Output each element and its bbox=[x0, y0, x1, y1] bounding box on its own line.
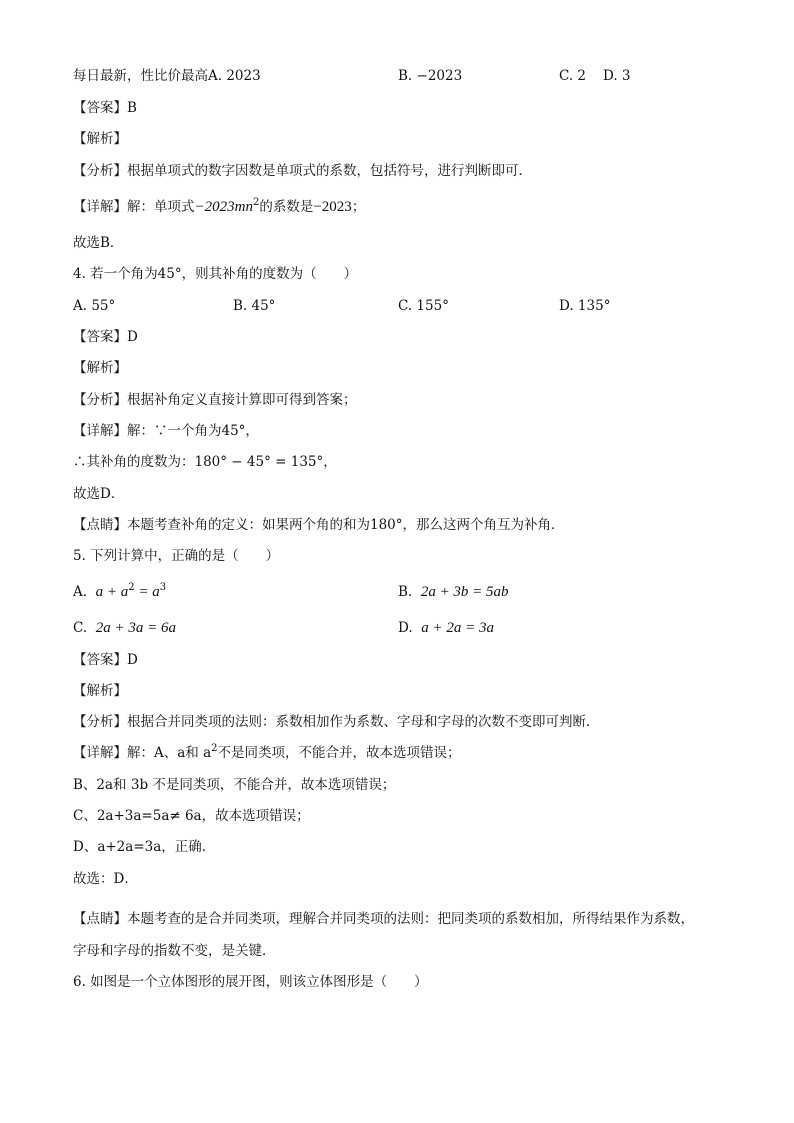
q3-coefficient: −2023 bbox=[313, 199, 352, 215]
q3-xiangjie-end: ； bbox=[351, 199, 366, 215]
q3-xiangjie-mid: 的系数是 bbox=[259, 199, 314, 215]
q5-option-d bbox=[398, 619, 494, 637]
q3-option-a: A. 2023 bbox=[208, 68, 261, 84]
q3-fenxi: 【分析】根据单项式的数字因数是单项式的系数，包括符号，进行判断即可． bbox=[73, 163, 532, 179]
q4-choose: 故选D． bbox=[73, 486, 125, 502]
q5-line-b: B、2a和 3b 不是同类项，不能合并，故本选项错误； bbox=[73, 777, 396, 793]
q3-xiangjie bbox=[73, 198, 365, 216]
q3-option-b: B. −2023 bbox=[398, 68, 463, 84]
q3-monomial: −2023mn bbox=[194, 199, 253, 215]
q5-option-a-term1: a + a bbox=[95, 584, 129, 600]
q5-option-c bbox=[73, 619, 176, 637]
q3-prefix: 每日最新，性比价最高 bbox=[73, 68, 208, 84]
q6-stem: 6. 如图是一个立体图形的展开图，则该立体图形是（ ） bbox=[73, 974, 428, 990]
q5-answer: 【答案】D bbox=[73, 652, 138, 668]
q4-calc: ∴其补角的度数为：180° − 45° = 135°， bbox=[73, 454, 337, 470]
q5-option-a-exp1: 2 bbox=[128, 582, 135, 593]
q3-options-row bbox=[73, 67, 261, 85]
q5-option-c-label: C. bbox=[73, 620, 88, 636]
q4-xiangjie: 【详解】解：∵一个角为45°， bbox=[73, 423, 259, 439]
q4-option-d: D. 135° bbox=[559, 298, 611, 314]
q4-option-b: B. 45° bbox=[233, 298, 276, 314]
q5-option-b-text: 2a + 3b = 5ab bbox=[420, 584, 509, 600]
q5-option-d-text: a + 2a = 3a bbox=[421, 620, 494, 636]
q5-xiangjie-a-exp: 2 bbox=[211, 743, 218, 754]
q5-option-b-label: B. bbox=[398, 584, 413, 600]
q4-option-c: C. 155° bbox=[398, 298, 449, 314]
q3-option-d: D. 3 bbox=[603, 68, 631, 84]
q3-analysis-label: 【解析】 bbox=[73, 131, 127, 147]
q5-option-a-label: A. bbox=[73, 584, 88, 600]
q5-dianjing-1: 【点睛】本题考查的是合并同类项，理解合并同类项的法则：把同类项的系数相加，所得结果作为系数， bbox=[73, 911, 694, 927]
q4-analysis-label: 【解析】 bbox=[73, 360, 127, 376]
q4-answer: 【答案】D bbox=[73, 329, 138, 345]
q3-xiangjie-pre: 【详解】解：单项式 bbox=[73, 199, 195, 215]
q5-option-d-label: D. bbox=[398, 620, 413, 636]
q3-answer: 【答案】B bbox=[73, 100, 137, 116]
q5-option-a-exp2: 3 bbox=[159, 582, 167, 593]
q4-dianjing: 【点睛】本题考查补角的定义：如果两个角的和为180°，那么这两个角互为补角． bbox=[73, 517, 565, 533]
q5-xiangjie-pre: 【详解】解： bbox=[73, 745, 154, 761]
q5-xiangjie-a-end: 不是同类项，不能合并，故本选项错误； bbox=[217, 745, 461, 761]
q5-option-c-text: 2a + 3a = 6a bbox=[95, 620, 176, 636]
q3-option-c: C. 2 bbox=[559, 68, 587, 84]
q5-dianjing-2: 字母和字母的指数不变，是关键． bbox=[73, 943, 276, 959]
q3-choose: 故选B． bbox=[73, 235, 124, 251]
q5-stem: 5. 下列计算中，正确的是（ ） bbox=[73, 548, 280, 564]
q4-option-a: A. 55° bbox=[73, 298, 116, 314]
q5-choose: 故选：D． bbox=[73, 871, 138, 887]
q4-stem: 4. 若一个角为45°，则其补角的度数为（ ） bbox=[73, 266, 358, 282]
q5-option-a bbox=[73, 583, 166, 601]
q5-fenxi: 【分析】根据合并同类项的法则：系数相加作为系数、字母和字母的次数不变即可判断． bbox=[73, 714, 600, 730]
q5-xiangjie bbox=[73, 744, 461, 762]
q5-option-b bbox=[398, 583, 509, 601]
q5-analysis-label: 【解析】 bbox=[73, 683, 127, 699]
q3-monomial-exponent: 2 bbox=[252, 197, 260, 208]
q5-option-a-term2: = a bbox=[134, 584, 160, 600]
q5-xiangjie-a: A、a和 a bbox=[154, 745, 212, 761]
q4-fenxi: 【分析】根据补角定义直接计算即可得到答案； bbox=[73, 392, 357, 408]
q5-line-d: D、a+2a=3a，正确． bbox=[73, 839, 216, 855]
q5-line-c: C、2a+3a=5a≠ 6a，故本选项错误； bbox=[73, 808, 310, 824]
